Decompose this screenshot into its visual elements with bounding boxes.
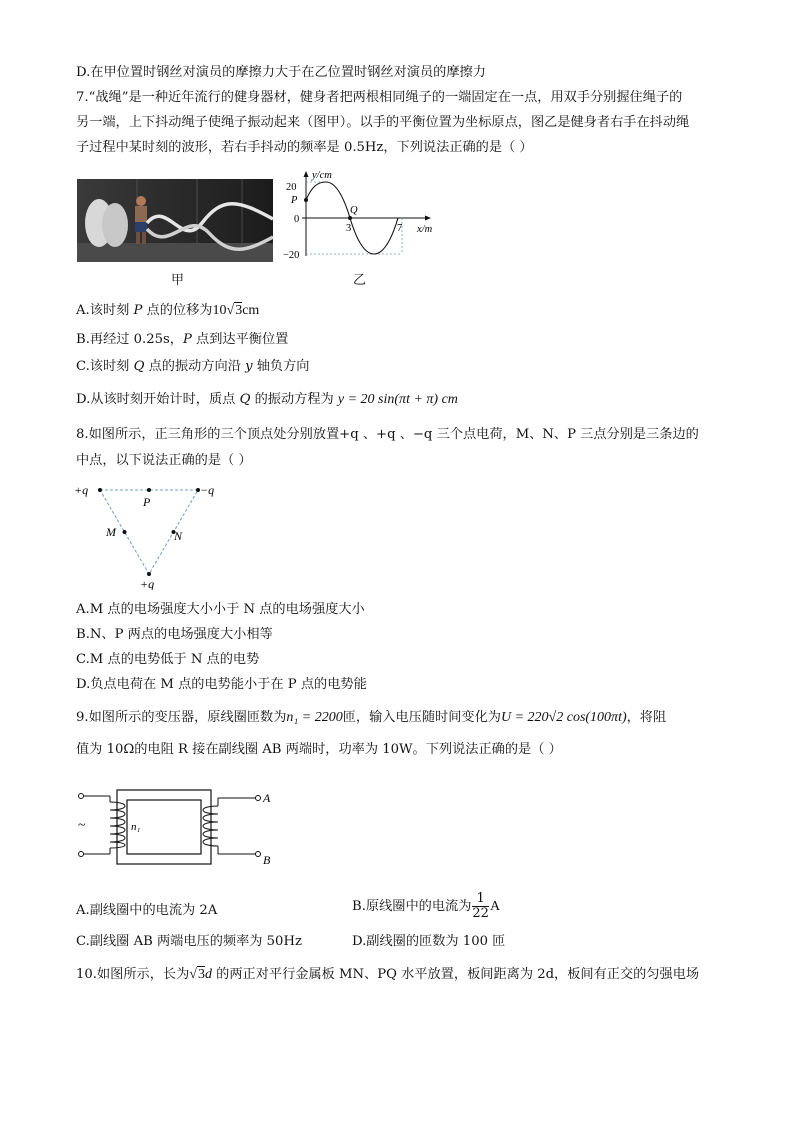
q9-stem-n1: n₁ = 2200 (286, 710, 343, 725)
q7-option-a-prefix: A.该时刻 (76, 303, 134, 318)
q8-label-top-left-charge: +q (74, 483, 89, 497)
q7-option-a-radicand: 3 (235, 303, 243, 318)
q8-option-b: B.N、P 两点的电场强度大小相等 (76, 627, 273, 642)
q7-graph-y-top: 20 (286, 182, 297, 193)
q7-graph-x-label: x/m (417, 224, 433, 235)
q7-wave-graph (282, 168, 442, 264)
q7-option-d-point: Q (239, 392, 251, 407)
q8-label-top-right-charge: −q (200, 483, 215, 497)
q7-graph-y-zero: 0 (294, 214, 300, 225)
q7-option-c-point: Q (133, 359, 145, 374)
q9-option-b-numerator: 1 (472, 892, 489, 907)
q7-option-d-equation: y = 20 sin(πt + π) cm (337, 392, 458, 407)
q7-option-a-unit: cm (242, 303, 260, 318)
q9-stem-voltage: U = 220√2 cos(100πt) (500, 710, 627, 725)
q9-label-b: B (263, 853, 271, 867)
q7-option-b-prefix: B.再经过 0.25s， (76, 332, 183, 347)
q8-stem-line1: 8.如图所示，正三角形的三个顶点处分别放置+q 、+q 、−q 三个点电荷，M、N、P 三点分别是三条边的 (76, 427, 699, 442)
q7-option-d (76, 390, 458, 410)
q9-option-b-fraction (472, 892, 489, 921)
q9-stem-mid: 匝，输入电压随时间变化为 (342, 710, 501, 725)
q7-option-a-point: P (133, 303, 143, 318)
q7-stem-line2: 另一端，上下抖动绳子使绳子振动起来（图甲）。以手的平衡位置为坐标原点，图乙是健身者右手在抖动绳 (76, 115, 690, 130)
q9-label-a: A (263, 791, 271, 805)
q7-graph-x-3: 3 (346, 223, 352, 234)
q7-graph-y-bottom: −20 (283, 250, 300, 261)
q8-triangle-figure (70, 478, 230, 590)
q10-stem-suffix: 的两正对平行金属板 MN、PQ 水平放置，板间距离为 2d，板间有正交的匀强电场 (211, 967, 700, 982)
q8-label-n: N (174, 529, 183, 543)
q7-caption-yi: 乙 (353, 273, 367, 288)
q10-stem: 10.如图所示，长为√3d 的两正对平行金属板 MN、PQ 水平放置，板间距离为 2d，板间有正交的匀强电场 (76, 967, 700, 982)
q7-stem-line3: 子过程中某时刻的波形，若右手抖动的频率是 0.5Hz，下列说法正确的是（ ） (76, 140, 533, 155)
q7-option-d-prefix: D.从该时刻开始计时，质点 (76, 392, 240, 407)
q8-option-a: A.M 点的电场强度大小小于 N 点的电场强度大小 (76, 602, 365, 617)
q7-graph-point-q: Q (350, 205, 358, 216)
q9-option-b-prefix: B.原线圈中的电流为 (352, 899, 472, 914)
q7-caption-jia: 甲 (171, 273, 185, 288)
q7-option-a-mid: 点的位移为 (142, 303, 213, 318)
q7-option-c (76, 357, 310, 377)
q7-option-c-mid: 点的振动方向沿 (144, 359, 246, 374)
q9-stem-prefix: 9.如图所示的变压器，原线圈匝数为 (76, 710, 287, 725)
q7-option-c-axis: y (245, 359, 253, 374)
q7-photo-battle-ropes (77, 179, 273, 262)
q8-label-m: M (106, 525, 116, 539)
q9-transformer-figure (70, 780, 280, 872)
q7-option-b (76, 330, 288, 350)
q9-stem-line1 (76, 708, 666, 728)
q7-option-c-suffix: 轴负方向 (252, 359, 310, 374)
q7-graph-y-label: y/cm (312, 170, 332, 181)
q7-option-b-point: P (182, 332, 192, 347)
q8-stem-line2: 中点，以下说法正确的是（ ） (76, 453, 252, 468)
q7-option-b-suffix: 点到达平衡位置 (191, 332, 289, 347)
q9-option-b (352, 892, 500, 921)
q7-graph-x-7: 7 (397, 223, 403, 234)
q7-stem-line1: 7.“战绳”是一种近年流行的健身器材，健身者把两根相同绳子的一端固定在一点，用双手分别握住绳子的 (76, 90, 683, 105)
q9-option-b-unit: A (489, 899, 501, 914)
q7-graph-point-p: P (291, 195, 298, 206)
q8-option-c: C.M 点的电势低于 N 点的电势 (76, 652, 260, 667)
q9-option-d: D.副线圈的匝数为 100 匝 (352, 934, 506, 949)
q9-option-a: A.副线圈中的电流为 2A (76, 903, 218, 918)
q9-option-b-denominator: 22 (472, 906, 489, 921)
q8-label-bottom-charge: +q (140, 577, 155, 590)
q7-option-a: A.该时刻 P 点的位移为10√3cm (76, 303, 260, 318)
q7-option-d-mid: 的振动方程为 (250, 392, 338, 407)
q8-label-p: P (143, 495, 151, 509)
q7-option-c-prefix: C.该时刻 (76, 359, 134, 374)
q8-option-d: D.负点电荷在 M 点的电势能小于在 P 点的电势能 (76, 677, 367, 692)
q10-stem-radicand: 3 (197, 967, 205, 982)
q7-option-a-coef: 10 (212, 303, 227, 318)
q9-stem-suffix: ，将阻 (626, 710, 667, 725)
q10-stem-prefix: 10.如图所示，长为 (76, 967, 190, 982)
prev-question-option-d: D.在甲位置时钢丝对演员的摩擦力大于在乙位置时钢丝对演员的摩擦力 (76, 65, 486, 80)
q10-stem-d: d (204, 967, 212, 982)
q9-stem-line2: 值为 10Ω的电阻 R 接在副线圈 AB 两端时，功率为 10W。下列说法正确的是（ ） (76, 742, 562, 757)
q9-label-ac-source: ~ (78, 818, 86, 833)
q9-option-c: C.副线圈 AB 两端电压的频率为 50Hz (76, 934, 302, 949)
q9-label-n1: n₁ (131, 821, 141, 833)
